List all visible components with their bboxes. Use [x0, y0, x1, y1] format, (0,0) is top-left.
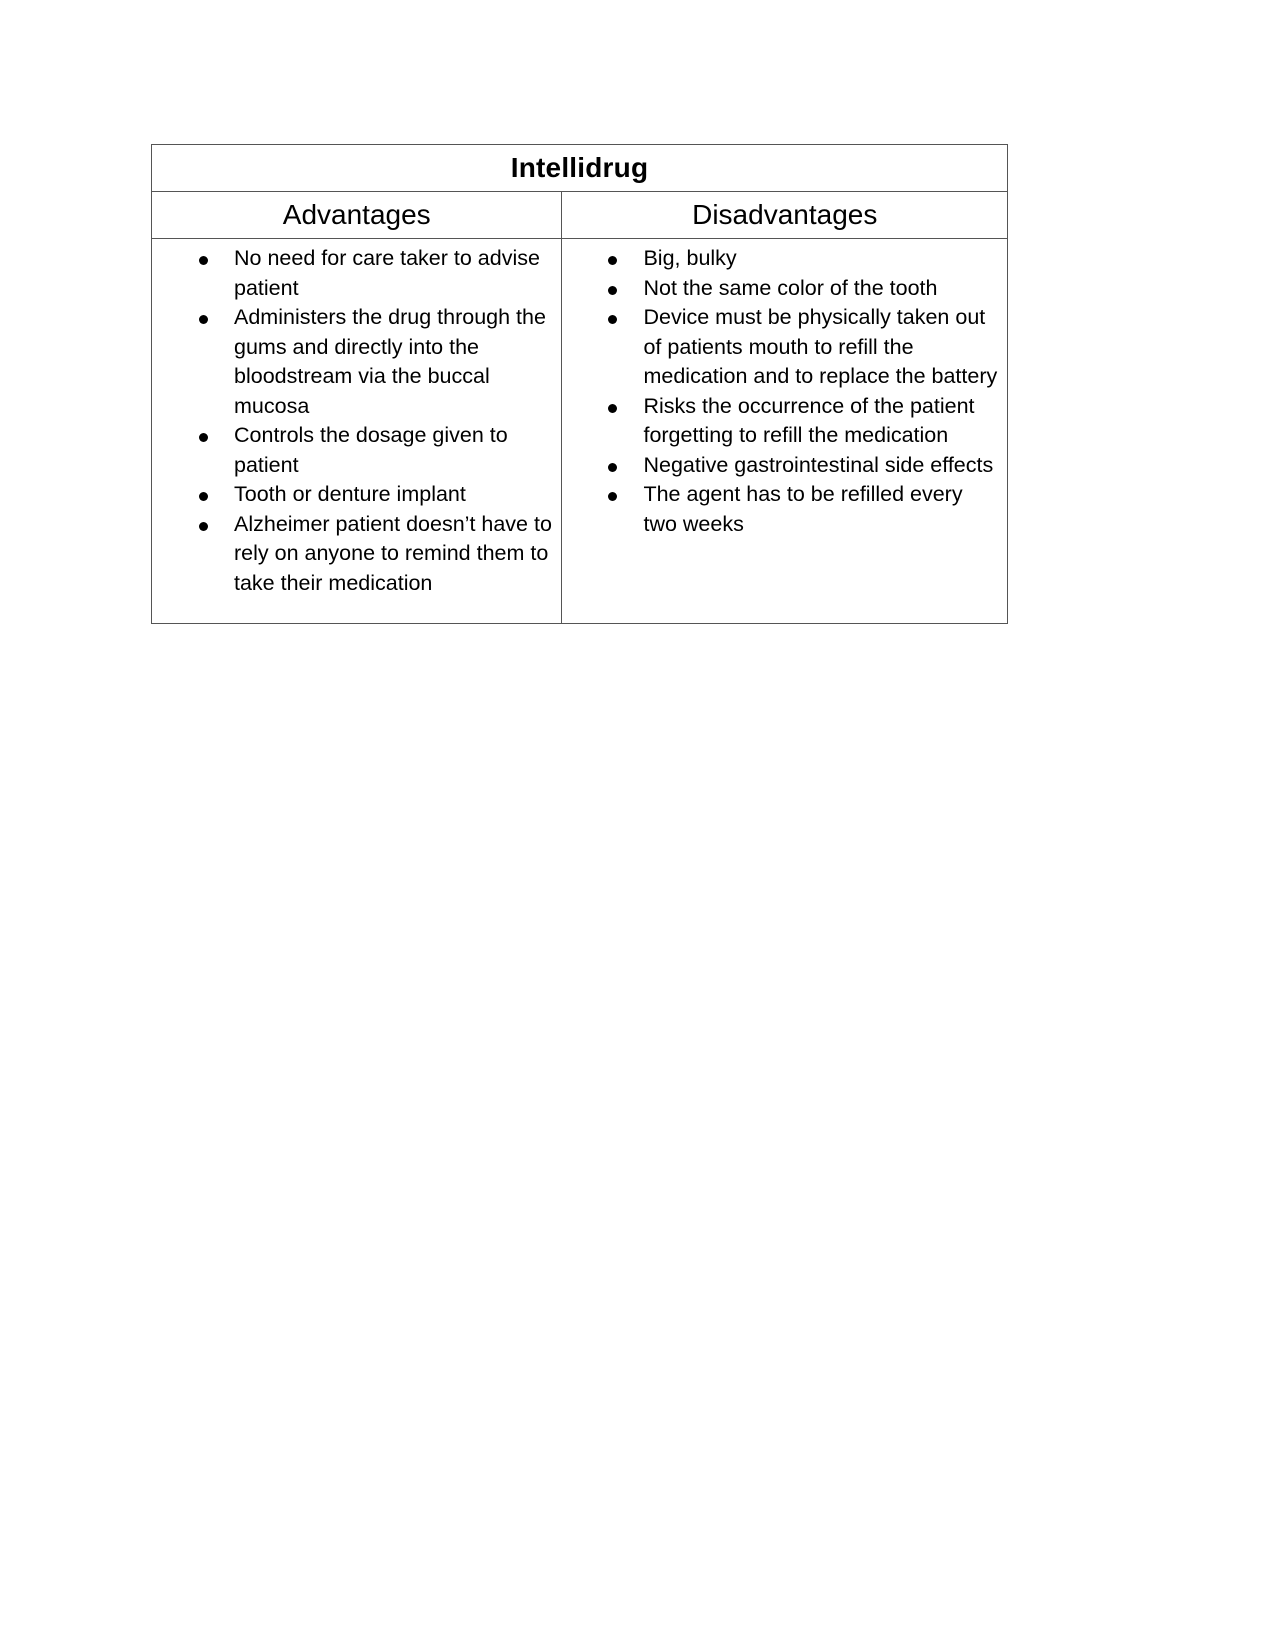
list-item-text: Big, bulky: [643, 246, 737, 270]
list-item: [562, 303, 1007, 392]
bullet-icon: [199, 315, 208, 324]
list-item-text: The agent has to be refilled every two weeks: [643, 482, 963, 536]
advantages-cell: [152, 239, 562, 624]
list-item-text: Risks the occurrence of the patient forgetting to refill the medication: [643, 393, 975, 447]
bullet-icon: [199, 256, 208, 265]
disadvantages-header: Disadvantages: [562, 192, 1008, 239]
list-item: [562, 244, 1007, 274]
list-item-text: Administers the drug through the gums and directly into the bloodstream via the buccal mucosa: [234, 305, 546, 418]
list-item-text: Controls the dosage given to patient: [234, 423, 508, 477]
bullet-icon: [608, 256, 617, 265]
list-item-text: Tooth or denture implant: [234, 482, 466, 506]
list-item: [562, 451, 1007, 481]
list-item-text: Alzheimer patient doesn’t have to rely on anyone to remind them to take their medication: [234, 511, 552, 595]
bullet-icon: [608, 286, 617, 295]
list-item: [152, 480, 561, 510]
intellidrug-table: [151, 144, 1008, 624]
bullet-icon: [199, 492, 208, 501]
list-item: [562, 274, 1007, 304]
bullet-icon: [608, 492, 617, 501]
disadvantages-list: [562, 239, 1007, 559]
bullet-icon: [608, 404, 617, 413]
list-item-text: Device must be physically taken out of patients mouth to refill the medication and to replace the battery: [643, 305, 998, 388]
bullet-icon: [199, 522, 208, 531]
list-item: [152, 244, 561, 303]
list-item: [152, 510, 561, 599]
header-row: [152, 192, 1008, 239]
list-item: [152, 303, 561, 421]
bullet-icon: [608, 463, 617, 472]
advantages-header: Advantages: [152, 192, 562, 239]
list-item: [562, 480, 1007, 539]
table-title: Intellidrug: [152, 145, 1008, 192]
disadvantages-cell: [562, 239, 1008, 624]
bullet-icon: [199, 433, 208, 442]
list-item-text: Not the same color of the tooth: [643, 275, 938, 300]
list-item: [152, 421, 561, 480]
list-item: [562, 392, 1007, 451]
body-row: [152, 239, 1008, 624]
bullet-icon: [608, 315, 617, 324]
advantages-list: [152, 239, 561, 618]
list-item-text: No need for care taker to advise patient: [234, 246, 540, 300]
title-row: [152, 145, 1008, 192]
list-item-text: Negative gastrointestinal side effects: [643, 452, 994, 477]
